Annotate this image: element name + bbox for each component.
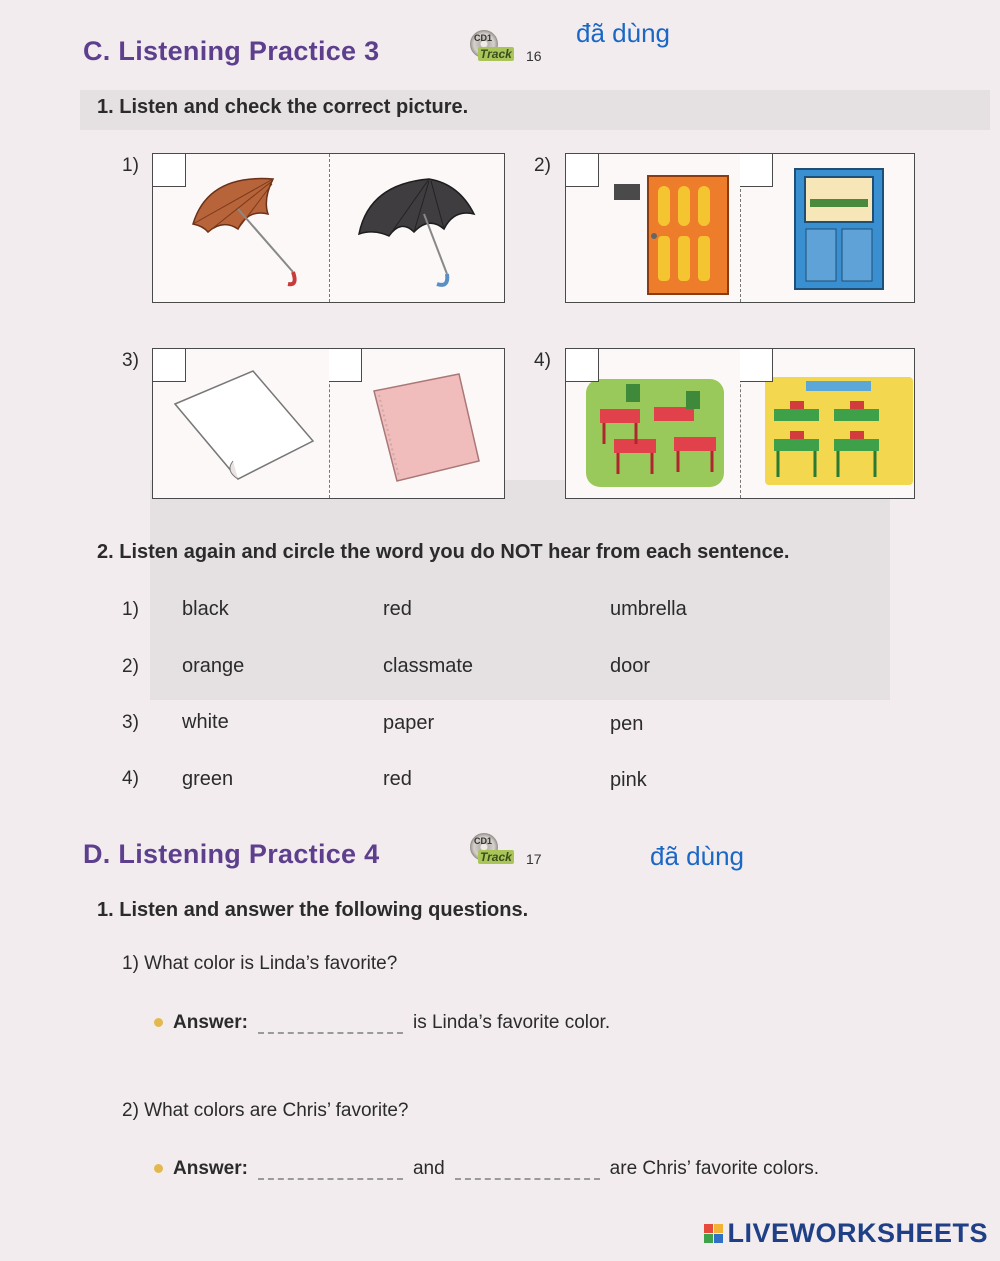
row-number: 1) — [122, 599, 139, 620]
answer-blank-2a[interactable] — [258, 1160, 403, 1180]
section-d-title: D. Listening Practice 4 — [83, 839, 380, 869]
item-number: 2) — [534, 155, 551, 176]
word-option[interactable]: classmate — [383, 655, 474, 677]
task-d1-instruction: 1. Listen and answer the following questions. — [97, 899, 529, 921]
bullet-icon — [154, 1018, 163, 1027]
track-badge-16 — [470, 30, 560, 70]
checkbox[interactable] — [153, 349, 186, 382]
picture-pair-4 — [565, 348, 915, 499]
item-number: 4) — [534, 350, 551, 371]
checkbox[interactable] — [153, 154, 186, 187]
answer-row-2 — [154, 1158, 819, 1180]
picture-option-red-desks[interactable] — [566, 349, 741, 498]
used-note-d: đã dùng — [650, 841, 744, 871]
cd-label: CD1 — [474, 836, 493, 846]
picture-option-black-umbrella[interactable] — [329, 154, 505, 302]
word-option[interactable]: umbrella — [610, 598, 687, 620]
answer-suffix: are Chris’ favorite colors. — [609, 1158, 820, 1179]
picture-option-green-desks[interactable] — [740, 349, 914, 498]
checkbox[interactable] — [740, 154, 773, 187]
word-option[interactable]: red — [383, 598, 412, 620]
track-word: Track — [480, 850, 512, 864]
picture-option-orange-door[interactable] — [566, 154, 741, 302]
answer-blank-1[interactable] — [258, 1014, 403, 1034]
cd-label: CD1 — [474, 33, 493, 43]
liveworksheets-logo — [704, 1218, 988, 1249]
picture-pair-3 — [152, 348, 505, 499]
track-word: Track — [480, 47, 512, 61]
used-note-c: đã dùng — [576, 18, 670, 48]
word-option[interactable]: orange — [182, 655, 245, 677]
picture-option-blue-door[interactable] — [740, 154, 914, 302]
checkbox[interactable] — [566, 349, 599, 382]
section-c-title: C. Listening Practice 3 — [83, 36, 380, 66]
picture-option-pink-paper[interactable] — [329, 349, 505, 498]
word-option[interactable]: black — [182, 598, 229, 620]
row-number: 4) — [122, 768, 139, 789]
answer-blank-2b[interactable] — [455, 1160, 600, 1180]
row-number: 3) — [122, 712, 139, 733]
bullet-icon — [154, 1164, 163, 1173]
track-number: 17 — [526, 851, 542, 867]
logo-mark-icon — [704, 1224, 723, 1243]
picture-pair-2 — [565, 153, 915, 303]
word-option[interactable]: pink — [610, 769, 647, 791]
answer-label: Answer: — [173, 1012, 248, 1033]
question-2: 2) What colors are Chris’ favorite? — [122, 1100, 409, 1121]
track-number: 16 — [526, 48, 542, 64]
show-through-block — [150, 480, 890, 700]
track-badge-17 — [470, 833, 560, 873]
checkbox[interactable] — [329, 349, 362, 382]
task-c2-instruction: 2. Listen again and circle the word you do NOT hear from each sentence. — [97, 541, 790, 563]
word-option[interactable]: pen — [610, 713, 644, 735]
row-number: 2) — [122, 656, 139, 677]
item-number: 1) — [122, 155, 139, 176]
checkbox[interactable] — [740, 349, 773, 382]
word-option[interactable]: red — [383, 768, 412, 790]
answer-label: Answer: — [173, 1158, 248, 1179]
word-option[interactable]: white — [182, 711, 229, 733]
task-c1-instruction: 1. Listen and check the correct picture. — [97, 96, 469, 118]
word-option[interactable]: paper — [383, 712, 435, 734]
word-option[interactable]: green — [182, 768, 234, 790]
word-option[interactable]: door — [610, 655, 651, 677]
answer-row-1 — [154, 1012, 610, 1034]
item-number: 3) — [122, 350, 139, 371]
answer-suffix: is Linda’s favorite color. — [412, 1012, 611, 1033]
question-1: 1) What color is Linda’s favorite? — [122, 953, 398, 974]
picture-option-white-paper[interactable] — [153, 349, 330, 498]
answer-middle: and — [412, 1158, 445, 1179]
logo-text: LIVEWORKSHEETS — [727, 1218, 988, 1248]
picture-option-brown-umbrella[interactable] — [153, 154, 330, 302]
checkbox[interactable] — [566, 154, 599, 187]
picture-pair-1 — [152, 153, 505, 303]
